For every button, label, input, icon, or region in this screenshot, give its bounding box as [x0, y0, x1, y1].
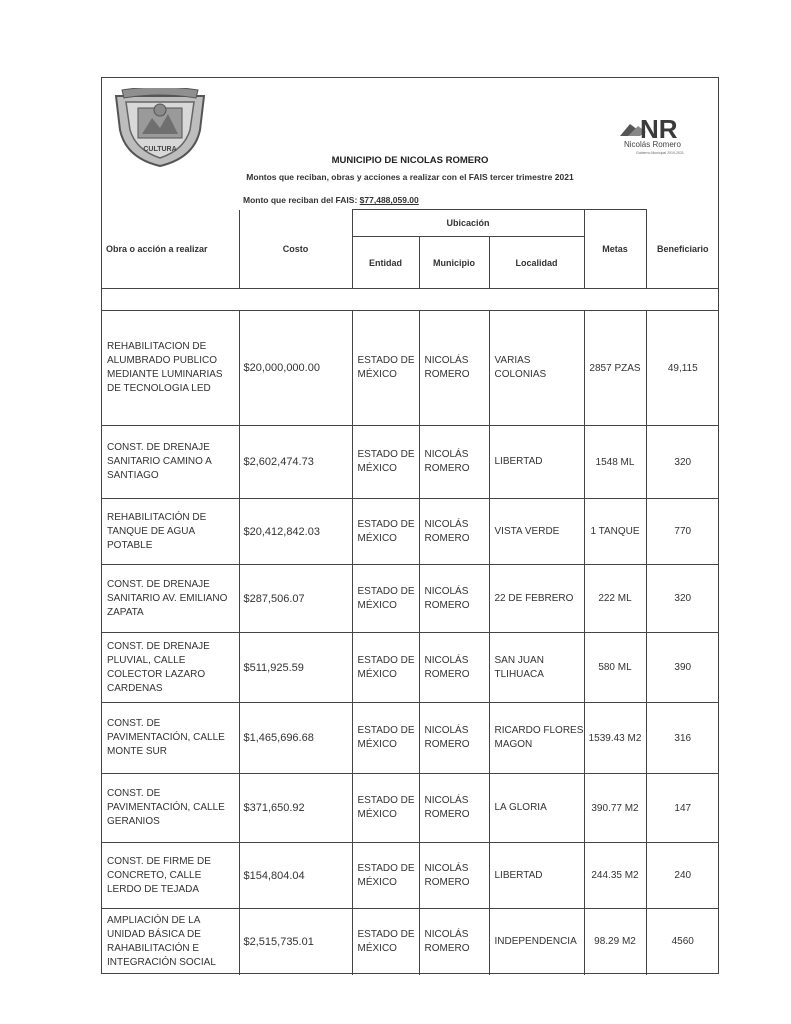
- table-row: [101, 774, 719, 843]
- cell-localidad: LIBERTAD: [489, 426, 584, 499]
- cell-municipio: NICOLÁS ROMERO: [419, 633, 489, 703]
- nr-municipal-logo: [618, 108, 700, 158]
- cell-entidad: ESTADO DE MÉXICO: [352, 843, 419, 909]
- cell-municipio: NICOLÁS ROMERO: [419, 703, 489, 774]
- fais-amount-line: [243, 195, 419, 205]
- table-row: [101, 426, 719, 499]
- cell-beneficiario: 320: [646, 426, 719, 499]
- cell-municipio: NICOLÁS ROMERO: [419, 499, 489, 565]
- cell-localidad: 22 DE FEBRERO: [489, 565, 584, 633]
- cell-municipio: NICOLÁS ROMERO: [419, 426, 489, 499]
- col-header-municipio: Municipio: [419, 237, 489, 289]
- cell-localidad: VISTA VERDE: [489, 499, 584, 565]
- cell-costo: $1,465,696.68: [239, 703, 352, 774]
- cell-beneficiario: 316: [646, 703, 719, 774]
- cell-beneficiario: 390: [646, 633, 719, 703]
- cell-municipio: NICOLÁS ROMERO: [419, 311, 489, 426]
- cell-beneficiario: 770: [646, 499, 719, 565]
- cell-beneficiario: 320: [646, 565, 719, 633]
- cell-obra: CONST. DE PAVIMENTACIÓN, CALLE GERANIOS: [101, 774, 239, 843]
- fais-works-table: [101, 209, 719, 975]
- cell-localidad: VARIAS COLONIAS: [489, 311, 584, 426]
- cell-beneficiario: 240: [646, 843, 719, 909]
- document-subtitle: Montos que reciban, obras y acciones a realizar con el FAIS tercer trimestre 2021: [246, 172, 574, 182]
- fais-amount-value: $77,488,059.00: [359, 195, 419, 205]
- cell-localidad: SAN JUAN TLIHUACA: [489, 633, 584, 703]
- table-row: [101, 311, 719, 426]
- cell-entidad: ESTADO DE MÉXICO: [352, 565, 419, 633]
- cell-metas: 244.35 M2: [584, 843, 646, 909]
- cell-metas: 1539.43 M2: [584, 703, 646, 774]
- cell-entidad: ESTADO DE MÉXICO: [352, 703, 419, 774]
- cell-localidad: INDEPENDENCIA: [489, 909, 584, 975]
- cell-beneficiario: 49,115: [646, 311, 719, 426]
- cell-costo: $154,804.04: [239, 843, 352, 909]
- cell-entidad: ESTADO DE MÉXICO: [352, 633, 419, 703]
- cell-metas: 98.29 M2: [584, 909, 646, 975]
- table-row: [101, 633, 719, 703]
- cell-entidad: ESTADO DE MÉXICO: [352, 311, 419, 426]
- cell-municipio: NICOLÁS ROMERO: [419, 774, 489, 843]
- logo-name: Nicolás Romero: [624, 140, 681, 149]
- cell-localidad: RICARDO FLORES MAGON: [489, 703, 584, 774]
- cell-obra: CONST. DE PAVIMENTACIÓN, CALLE MONTE SUR: [101, 703, 239, 774]
- table-row: [101, 703, 719, 774]
- cell-costo: $511,925.59: [239, 633, 352, 703]
- cell-entidad: ESTADO DE MÉXICO: [352, 774, 419, 843]
- logo-caption: Gobierno Municipal 2019-2021: [636, 151, 684, 155]
- table-row: [101, 909, 719, 975]
- logo-letters: NR: [640, 114, 678, 144]
- cell-localidad: LA GLORIA: [489, 774, 584, 843]
- cell-entidad: ESTADO DE MÉXICO: [352, 909, 419, 975]
- cell-costo: $20,412,842.03: [239, 499, 352, 565]
- cell-obra: CONST. DE DRENAJE SANITARIO CAMINO A SANTIAGO: [101, 426, 239, 499]
- cell-entidad: ESTADO DE MÉXICO: [352, 499, 419, 565]
- cell-costo: $287,506.07: [239, 565, 352, 633]
- cell-beneficiario: 147: [646, 774, 719, 843]
- fais-amount-label: Monto que reciban del FAIS:: [243, 195, 358, 205]
- cell-obra: AMPLIACIÓN DE LA UNIDAD BÁSICA DE RAHABILITACIÓN E INTEGRACIÓN SOCIAL: [101, 909, 239, 975]
- seal-text: CULTURA: [143, 146, 177, 153]
- table-row: [101, 499, 719, 565]
- cell-obra: CONST. DE DRENAJE SANITARIO AV. EMILIANO ZAPATA: [101, 565, 239, 633]
- cell-metas: 2857 PZAS: [584, 311, 646, 426]
- table-row: [101, 565, 719, 633]
- cell-costo: $20,000,000.00: [239, 311, 352, 426]
- cell-metas: 222 ML: [584, 565, 646, 633]
- document-title: MUNICIPIO DE NICOLAS ROMERO: [331, 155, 489, 166]
- cell-entidad: ESTADO DE MÉXICO: [352, 426, 419, 499]
- cell-obra: CONST. DE DRENAJE PLUVIAL, CALLE COLECTOR LAZARO CARDENAS: [101, 633, 239, 703]
- col-header-metas: Metas: [584, 210, 646, 289]
- cell-municipio: NICOLÁS ROMERO: [419, 909, 489, 975]
- cell-localidad: LIBERTAD: [489, 843, 584, 909]
- cell-metas: 580 ML: [584, 633, 646, 703]
- cell-obra: REHABILITACION DE ALUMBRADO PUBLICO MEDIANTE LUMINARIAS DE TECNOLOGIA LED: [101, 311, 239, 426]
- cell-municipio: NICOLÁS ROMERO: [419, 843, 489, 909]
- cell-costo: $371,650.92: [239, 774, 352, 843]
- cell-metas: 1 TANQUE: [584, 499, 646, 565]
- cell-obra: CONST. DE FIRME DE CONCRETO, CALLE LERDO DE TEJADA: [101, 843, 239, 909]
- cell-costo: $2,602,474.73: [239, 426, 352, 499]
- col-header-beneficiario: Beneficiario: [646, 210, 719, 289]
- cell-municipio: NICOLÁS ROMERO: [419, 565, 489, 633]
- cell-metas: 390.77 M2: [584, 774, 646, 843]
- col-header-entidad: Entidad: [352, 237, 419, 289]
- col-header-localidad: Localidad: [489, 237, 584, 289]
- cell-costo: $2,515,735.01: [239, 909, 352, 975]
- col-header-ubicacion: Ubicación: [352, 210, 584, 237]
- table-row: [101, 843, 719, 909]
- cell-beneficiario: 4560: [646, 909, 719, 975]
- col-header-obra: Obra o acción a realizar: [101, 210, 239, 289]
- cell-obra: REHABILITACIÓN DE TANQUE DE AGUA POTABLE: [101, 499, 239, 565]
- cell-metas: 1548 ML: [584, 426, 646, 499]
- table-body: [101, 311, 719, 975]
- col-header-costo: Costo: [239, 210, 352, 289]
